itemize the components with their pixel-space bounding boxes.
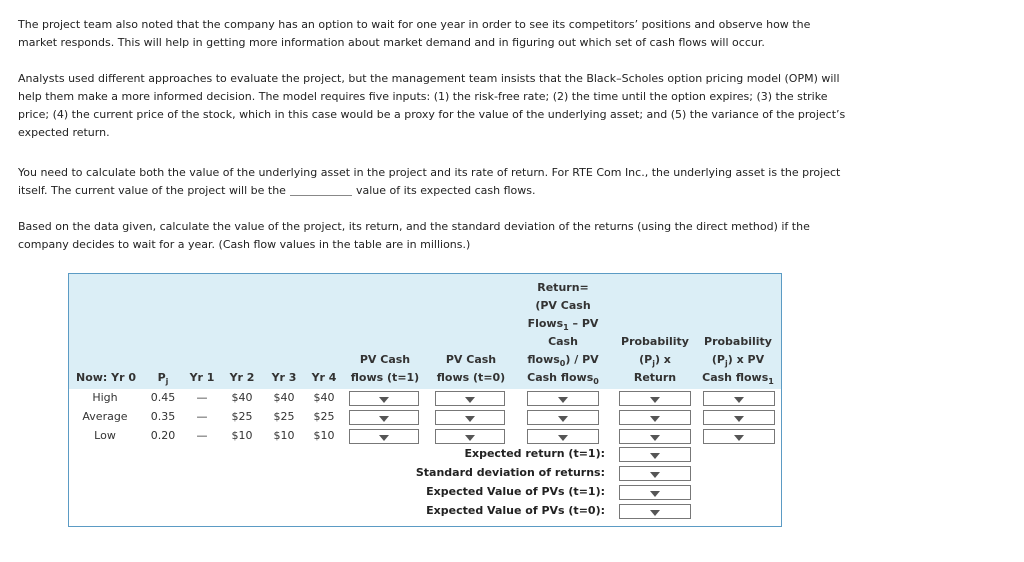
header-pv-t1-line1: PV Cash [359,353,411,366]
fill-in-blank[interactable] [290,183,352,196]
header-probret-post: ) x [654,353,671,366]
intro-paragraph: The project team also noted that the company has an option to wait for one year in order to see its competitors’ positions and observe how the market responds. This will help in getting more information about market demand and in figuring out which set of cash flows will occur. [18,18,811,49]
prob-return-dropdown-low[interactable] [619,429,691,444]
header-return-sub0b: 0 [593,377,599,387]
header-return-line4: Cash [548,335,578,348]
chevron-down-icon [650,472,660,478]
header-return-line2: (PV Cash [535,299,591,312]
header-pv-t1-line2: flows (t=1) [350,371,420,384]
paragraph-text-before: You need to calculate both the value of the underlying asset in the project and its rate of return. For RTE Com Inc., the underlying asset is the project itself. The current value of the project will be the [18,166,841,197]
chevron-down-icon [650,491,660,497]
ev-pv-t0-label: Expected Value of PVs (t=0): [426,504,605,517]
row-yr3: $40 [273,391,295,404]
row-label: High [92,391,118,404]
chevron-down-icon [558,435,568,441]
ev-pv-t1-dropdown[interactable] [619,485,691,500]
row-pj: 0.35 [150,410,176,423]
row-yr1: — [196,410,208,423]
ev-pv-t0-dropdown[interactable] [619,504,691,519]
header-pj [151,369,175,391]
row-yr4: $40 [313,391,335,404]
row-yr2: $40 [231,391,253,404]
ev-pv-t1-label: Expected Value of PVs (t=1): [426,485,605,498]
header-return-flows0: flows [527,353,560,366]
chevron-down-icon [734,435,744,441]
expected-return-dropdown[interactable] [619,447,691,462]
row-yr3: $25 [273,410,295,423]
row-yr3: $10 [273,429,295,442]
row-yr2: $25 [231,410,253,423]
chevron-down-icon [650,510,660,516]
pv-t0-dropdown-high[interactable] [435,391,505,406]
header-pj-sub: j [165,377,169,387]
prob-return-dropdown-average[interactable] [619,410,691,425]
header-yr3: Yr 3 [271,371,297,384]
return-dropdown-low[interactable] [527,429,599,444]
header-return-cashflows: Cash flows [527,371,594,384]
row-label: Average [82,410,128,423]
header-probret-line3: Return [633,371,677,384]
std-dev-dropdown[interactable] [619,466,691,481]
header-return-flows: Flows [527,317,564,330]
header-return-sub0: 0 [559,359,566,369]
paragraph-text-after: value of its expected cash flows. [355,184,536,197]
header-probcf-post: ) x PV [727,353,765,366]
chevron-down-icon [465,397,475,403]
row-pj: 0.45 [150,391,176,404]
chevron-down-icon [558,397,568,403]
header-yr1: Yr 1 [189,371,215,384]
calculation-table [68,273,782,527]
row-yr1: — [196,429,208,442]
header-pv-t0-line1: PV Cash [445,353,497,366]
pv-t0-dropdown-low[interactable] [435,429,505,444]
row-yr1: — [196,391,208,404]
row-yr4: $25 [313,410,335,423]
header-probret-sub: j [652,359,655,369]
row-pj: 0.20 [150,429,176,442]
chevron-down-icon [650,453,660,459]
expected-return-label: Expected return (t=1): [464,447,605,460]
chevron-down-icon [650,416,660,422]
chevron-down-icon [734,416,744,422]
header-yr2: Yr 2 [229,371,255,384]
opm-paragraph: Analysts used different approaches to evaluate the project, but the management team insists that the Black–Scholes option pricing model (OPM) will help them make a more informed decision. The model requires five inputs: (1) the risk-free rate; (2) the time until the option expires; (3) the strike price; (4) the current price of the stock, which in this case would be a proxy for the value of the underlying asset; and (5) the variance of the project’s expected return. [18,72,846,139]
underlying-asset-paragraph [18,164,848,200]
std-dev-label: Standard deviation of returns: [415,466,605,479]
row-yr2: $10 [231,429,253,442]
chevron-down-icon [379,435,389,441]
header-return-line1: Return= [537,281,589,294]
chevron-down-icon [379,397,389,403]
header-probret-pre: (P [639,353,653,366]
chevron-down-icon [734,397,744,403]
header-return-minus-pv: – PV [568,317,599,330]
chevron-down-icon [650,397,660,403]
pv-t1-dropdown-high[interactable] [349,391,419,406]
header-probcf-line3 [695,369,781,391]
header-yr4: Yr 4 [311,371,337,384]
header-return-line6 [517,369,609,391]
row-yr4: $10 [313,429,335,442]
pv-t0-dropdown-average[interactable] [435,410,505,425]
prob-pv-dropdown-average[interactable] [703,410,775,425]
header-probcf-text: Cash flows [702,371,769,384]
header-pv-t0-line2: flows (t=0) [436,371,506,384]
header-probcf-sub: j [724,359,728,369]
return-dropdown-high[interactable] [527,391,599,406]
chevron-down-icon [650,435,660,441]
prob-pv-dropdown-low[interactable] [703,429,775,444]
header-return-div-pv: ) / PV [565,353,599,366]
header-probret-line1: Probability [621,335,689,348]
header-probcf-pre: (P [711,353,725,366]
header-probcf-sub1: 1 [768,377,774,387]
return-dropdown-average[interactable] [527,410,599,425]
pv-t1-dropdown-average[interactable] [349,410,419,425]
header-pj-text: P [157,371,166,384]
chevron-down-icon [465,416,475,422]
row-label: Low [94,429,116,442]
prob-pv-dropdown-high[interactable] [703,391,775,406]
pv-t1-dropdown-low[interactable] [349,429,419,444]
prob-return-dropdown-high[interactable] [619,391,691,406]
header-probcf-line1: Probability [704,335,772,348]
header-return-sub1: 1 [563,323,569,333]
instructions-paragraph: Based on the data given, calculate the value of the project, its return, and the standard deviation of the returns (using the direct method) if the company decides to wait for a year. (Cash flow values in the table are in millions.) [18,220,810,251]
header-now-yr0: Now: Yr 0 [75,371,137,384]
chevron-down-icon [465,435,475,441]
chevron-down-icon [379,416,389,422]
chevron-down-icon [558,416,568,422]
